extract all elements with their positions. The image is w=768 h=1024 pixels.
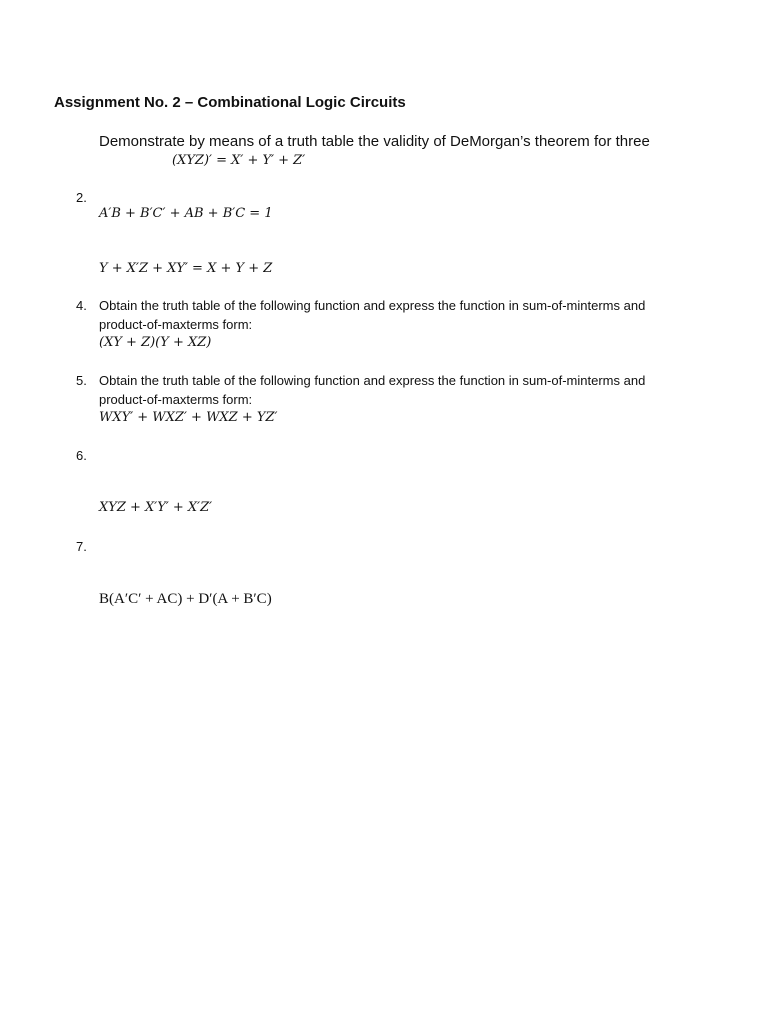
item-6-number: 6. [76,448,87,463]
item-5-text-line1: Obtain the truth table of the following function and express the function in sum-of-minterms and [99,373,646,388]
item-2-number: 2. [76,190,87,205]
item-5-number: 5. [76,373,87,388]
item-2-equation: A′B + B′C′ + AB + B′C = 1 [99,206,273,221]
intro-text: Demonstrate by means of a truth table the validity of DeMorgan’s theorem for three [99,133,650,150]
item-4-equation: (XY + Z)(Y + XZ) [99,335,212,350]
item-5-equation: WXY′ + WXZ′ + WXZ + YZ′ [99,410,278,425]
demorgan-equation: (XYZ)′ = X′ + Y′ + Z′ [172,153,306,168]
item-4-number: 4. [76,298,87,313]
item-4-text-line1: Obtain the truth table of the following function and express the function in sum-of-minterms and [99,298,646,313]
item-4-text-line2: product-of-maxterms form: [99,317,253,332]
document-title: Assignment No. 2 – Combinational Logic Circuits [54,94,406,111]
item-7-number: 7. [76,539,87,554]
item-7-equation: B(A′C′ + AC) + D′(A + B′C) [99,591,272,607]
item-5-text-line2: product-of-maxterms form: [99,392,253,407]
item-3-equation: Y + X′Z + XY′ = X + Y + Z [99,261,273,276]
item-6-equation: XYZ + X′Y′ + X′Z′ [99,500,213,515]
